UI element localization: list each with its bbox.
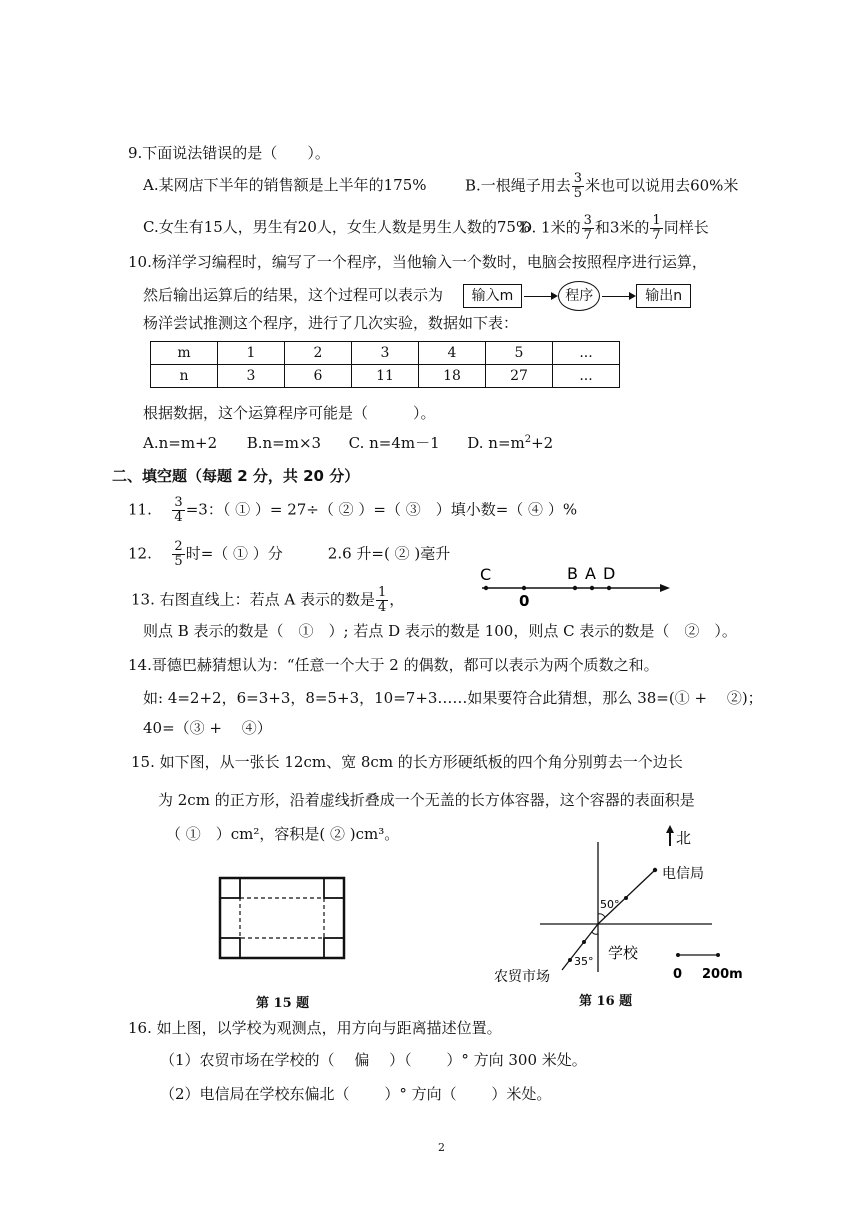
label-zero: 0	[519, 592, 530, 610]
q14-line2: 如: 4=2+2，6=3+3，8=5+3，10=7+3……如果要符合此猜想，那么 38=(① + ②)；	[143, 689, 763, 707]
table-row	[151, 365, 620, 388]
point-zero	[522, 586, 526, 590]
q11-line: 11. $\frac{3}{4}$ =3：（ ① ）= 27÷（ ② ）=（ ③ ）填小数=（ ④ ）%	[128, 495, 578, 525]
q15-cardboard-figure	[218, 876, 348, 962]
fold-line	[240, 898, 324, 938]
point-d	[607, 586, 611, 590]
cardboard-outline	[220, 878, 344, 958]
table-cell: 3	[352, 342, 419, 365]
table-cell: m	[151, 342, 218, 365]
point-a	[590, 586, 594, 590]
q15-line3: （ ① ）cm²，容积是( ② )cm³。	[166, 825, 400, 843]
q10-options: A.n=m+2 B.n=m×3 C. n=4m－1 D. $n=m^2+2$	[143, 434, 554, 452]
q12-line: 12. $\frac{2}{5}$ 时=（ ① ）分 2.6 升=( ② )毫升	[128, 539, 451, 569]
corner-square	[220, 938, 240, 958]
q16-line1: 16. 如上图，以学校为观测点，用方向与距离描述位置。	[128, 1019, 502, 1037]
scale-200m-label: 200m	[702, 967, 743, 982]
fraction: $\frac{3}{4}$	[174, 495, 183, 525]
table-cell: 4	[419, 342, 486, 365]
point-c	[484, 586, 488, 590]
q10-line1: 10.杨洋学习编程时，编写了一个程序，当他输入一个数时，电脑会按照程序进行运算，	[128, 253, 707, 271]
fraction: $\frac{1}{4}$	[378, 585, 387, 615]
q13-number-line	[476, 562, 676, 612]
flow-program-circle: 程序	[558, 281, 600, 311]
angle-arc	[598, 914, 605, 917]
market-label: 农贸市场	[494, 969, 550, 985]
label-b: B	[567, 564, 578, 583]
table-cell: ...	[553, 365, 620, 388]
angle-arc	[592, 932, 598, 934]
fraction: $\frac{1}{7}$	[652, 213, 661, 243]
flow-output-box: 输出n	[636, 284, 691, 308]
q15-caption: 第 15 题	[256, 996, 310, 1011]
label-c: C	[480, 565, 492, 584]
table-cell: 11	[352, 365, 419, 388]
q9-option-b: B.一根绳子用去 $\frac{3}{5}$ 米也可以说用去60%米	[465, 171, 739, 201]
angle-35-label: 35°	[574, 955, 594, 968]
table-cell: 6	[285, 365, 352, 388]
telecom-point	[653, 868, 657, 872]
q13-line2: 则点 B 表示的数是（ ① ）; 若点 D 表示的数是 100，则点 C 表示的数是（ ② ）。	[143, 622, 737, 640]
q14-line1: 14.哥德巴赫猜想认为：“任意一个大于 2 的偶数，都可以表示为两个质数之和。	[128, 656, 659, 674]
market-point	[568, 958, 572, 962]
q13-line1: 13. 右图直线上：若点 A 表示的数是 $\frac{1}{4}$ ，	[131, 585, 405, 615]
fraction: $\frac{3}{7}$	[583, 213, 592, 243]
q15-line2: 为 2cm 的正方形，沿着虚线折叠成一个无盖的长方体容器，这个容器的表面积是	[158, 791, 695, 809]
fraction: $\frac{2}{5}$	[174, 539, 183, 569]
corner-square	[324, 878, 344, 898]
table-cell: 5	[486, 342, 553, 365]
telecom-label: 电信局	[662, 866, 704, 882]
q16-map-figure	[490, 822, 780, 992]
table-cell: 1	[218, 342, 285, 365]
flow-arrow	[524, 296, 556, 297]
label-d: D	[603, 564, 616, 583]
q10-data-table	[150, 341, 620, 388]
q9-option-c: C.女生有15人，男生有20人，女生人数是男生人数的75%	[143, 218, 531, 236]
north-arrow-head	[666, 825, 674, 833]
table-cell: n	[151, 365, 218, 388]
q9-stem: 9.下面说法错误的是（ ）。	[128, 144, 330, 162]
table-row	[151, 342, 620, 365]
number-line-arrow	[660, 584, 670, 592]
flow-arrow	[602, 296, 634, 297]
corner-square	[220, 878, 240, 898]
point-b	[573, 586, 577, 590]
table-cell: ...	[553, 342, 620, 365]
page-number: 2	[438, 1141, 445, 1154]
table-cell: 3	[218, 365, 285, 388]
ray-dot	[624, 896, 628, 900]
angle-50-label: 50°	[600, 898, 620, 911]
ray-dot	[582, 940, 586, 944]
table-cell: 2	[285, 342, 352, 365]
table-cell: 27	[486, 365, 553, 388]
school-label: 学校	[608, 944, 639, 962]
q15-line1: 15. 如下图，从一张长 12cm、宽 8cm 的长方形硬纸板的四个角分别剪去一个边长	[131, 753, 683, 771]
q16-caption: 第 16 题	[579, 994, 633, 1009]
q16-line2: （1）农贸市场在学校的（ 偏 ）（ ）° 方向 300 米处。	[160, 1051, 587, 1069]
q9-option-a: A.某网店下半年的销售额是上半年的175%	[143, 176, 427, 194]
scale-end	[676, 953, 680, 957]
q9-option-d: D. 1米的 $\frac{3}{7}$ 和3米的 $\frac{1}{7}$ 同样长	[520, 213, 709, 243]
flow-input-box: 输入m	[463, 284, 523, 308]
scale-zero-label: 0	[673, 967, 683, 982]
q10-line4: 根据数据，这个运算程序可能是（ ）。	[143, 404, 436, 422]
corner-square	[324, 938, 344, 958]
table-cell: 18	[419, 365, 486, 388]
fraction: $\frac{3}{5}$	[573, 171, 583, 201]
q16-line3: （2）电信局在学校东偏北（ ）° 方向（ ）米处。	[160, 1085, 552, 1103]
label-a: A	[585, 564, 596, 583]
q10-line2: 然后输出运算后的结果，这个过程可以表示为 输入m 程序 输出n	[143, 281, 691, 311]
scale-end	[716, 953, 720, 957]
north-label: 北	[676, 829, 692, 847]
q14-line3: 40=（③ + ④）	[143, 719, 272, 737]
section-heading: 二、填空题（每题 2 分，共 20 分）	[112, 467, 360, 485]
q10-line3: 杨洋尝试推测这个程序，进行了几次实验，数据如下表：	[143, 314, 519, 332]
